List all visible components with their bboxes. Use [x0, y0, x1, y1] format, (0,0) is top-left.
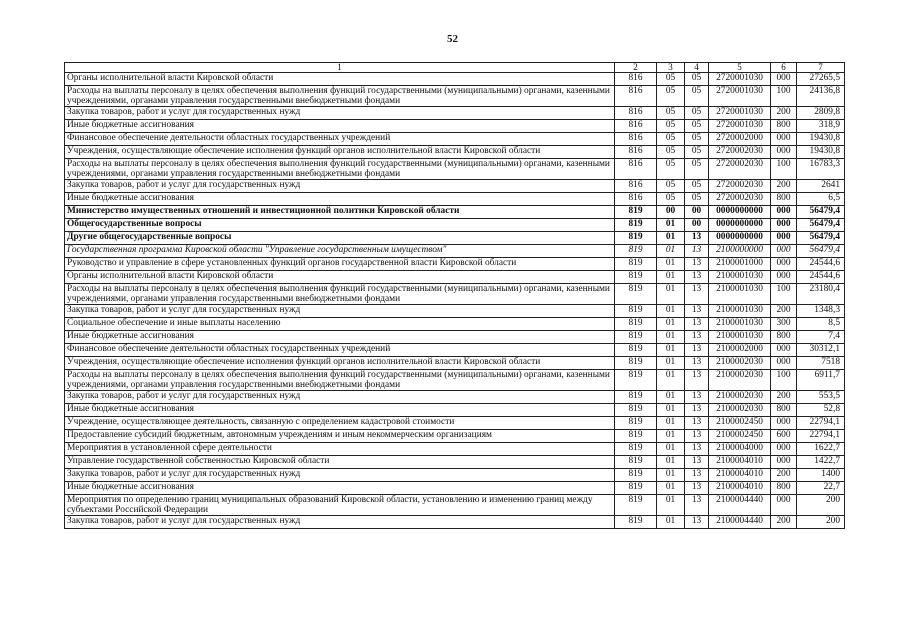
row-csr-cell: 2720001030 [709, 73, 771, 86]
row-vr-cell: 000 [771, 245, 797, 258]
row-name-cell: Управление государственной собственностью Кировской области [65, 456, 615, 469]
table-row [65, 331, 845, 344]
row-amount-cell: 24544,6 [797, 258, 845, 271]
row-gr-cell: 819 [615, 331, 657, 344]
row-vr-cell: 800 [771, 404, 797, 417]
row-pr-cell: 13 [685, 370, 709, 391]
row-name-cell: Руководство и управление в сфере установленных функций органов государственной власти Кировской области [65, 258, 615, 271]
table-row [65, 245, 845, 258]
row-gr-cell: 816 [615, 133, 657, 146]
row-rz-cell: 01 [657, 245, 685, 258]
col-header-7: 7 [797, 63, 845, 73]
row-vr-cell: 100 [771, 370, 797, 391]
row-name-cell: Финансовое обеспечение деятельности областных государственных учреждений [65, 344, 615, 357]
table-row [65, 357, 845, 370]
row-amount-cell: 22794,1 [797, 417, 845, 430]
row-vr-cell: 200 [771, 305, 797, 318]
row-amount-cell: 553,5 [797, 391, 845, 404]
row-amount-cell: 2641 [797, 180, 845, 193]
row-rz-cell: 01 [657, 258, 685, 271]
col-header-3: 3 [657, 63, 685, 73]
row-csr-cell: 2720001030 [709, 86, 771, 107]
row-name-cell: Другие общегосударственные вопросы [65, 232, 615, 245]
row-name-cell: Учреждения, осуществляющие обеспечение исполнения функций органов исполнительной власти Кировской области [65, 146, 615, 159]
row-rz-cell: 05 [657, 107, 685, 120]
row-csr-cell: 2720002000 [709, 133, 771, 146]
row-pr-cell: 05 [685, 159, 709, 180]
row-name-cell: Расходы на выплаты персоналу в целях обеспечения выполнения функций государственными (муниципальными) органами, казенными учреждениями, органами управления государственными внебюджетными фондами [65, 284, 615, 305]
row-csr-cell: 2100002030 [709, 404, 771, 417]
row-pr-cell: 05 [685, 86, 709, 107]
row-rz-cell: 05 [657, 146, 685, 159]
row-gr-cell: 819 [615, 284, 657, 305]
row-amount-cell: 24544,6 [797, 271, 845, 284]
row-vr-cell: 200 [771, 180, 797, 193]
row-vr-cell: 000 [771, 232, 797, 245]
row-gr-cell: 819 [615, 305, 657, 318]
row-pr-cell: 13 [685, 271, 709, 284]
row-gr-cell: 816 [615, 107, 657, 120]
row-name-cell: Закупка товаров, работ и услуг для государственных нужд [65, 305, 615, 318]
row-amount-cell: 6,5 [797, 193, 845, 206]
table-row [65, 404, 845, 417]
col-header-1: 1 [65, 63, 615, 73]
col-header-5: 5 [709, 63, 771, 73]
row-pr-cell: 05 [685, 146, 709, 159]
row-pr-cell: 00 [685, 219, 709, 232]
row-vr-cell: 000 [771, 73, 797, 86]
row-vr-cell: 000 [771, 133, 797, 146]
row-gr-cell: 819 [615, 430, 657, 443]
col-header-2: 2 [615, 63, 657, 73]
table-row [65, 305, 845, 318]
row-rz-cell: 01 [657, 430, 685, 443]
row-name-cell: Иные бюджетные ассигнования [65, 404, 615, 417]
row-name-cell: Органы исполнительной власти Кировской области [65, 73, 615, 86]
row-name-cell: Иные бюджетные ассигнования [65, 482, 615, 495]
row-gr-cell: 819 [615, 495, 657, 516]
row-rz-cell: 05 [657, 73, 685, 86]
row-rz-cell: 00 [657, 206, 685, 219]
row-csr-cell: 0000000000 [709, 219, 771, 232]
table-row [65, 86, 845, 107]
row-amount-cell: 56479,4 [797, 245, 845, 258]
row-rz-cell: 01 [657, 331, 685, 344]
row-pr-cell: 13 [685, 344, 709, 357]
row-gr-cell: 819 [615, 318, 657, 331]
row-gr-cell: 819 [615, 469, 657, 482]
row-rz-cell: 01 [657, 417, 685, 430]
row-rz-cell: 05 [657, 86, 685, 107]
row-rz-cell: 01 [657, 219, 685, 232]
row-csr-cell: 2720002030 [709, 159, 771, 180]
row-name-cell: Учреждения, осуществляющие обеспечение исполнения функций органов исполнительной власти Кировской области [65, 357, 615, 370]
row-csr-cell: 2100002450 [709, 417, 771, 430]
table-row [65, 482, 845, 495]
row-name-cell: Закупка товаров, работ и услуг для государственных нужд [65, 391, 615, 404]
table-row [65, 318, 845, 331]
row-rz-cell: 01 [657, 456, 685, 469]
row-vr-cell: 000 [771, 271, 797, 284]
row-gr-cell: 819 [615, 258, 657, 271]
row-csr-cell: 2100001030 [709, 318, 771, 331]
row-name-cell: Общегосударственные вопросы [65, 219, 615, 232]
row-gr-cell: 816 [615, 159, 657, 180]
row-name-cell: Мероприятия по определению границ муниципальных образований Кировской области, установлению и изменению границ между субъектами Российской Федерации [65, 495, 615, 516]
row-pr-cell: 13 [685, 232, 709, 245]
row-csr-cell: 2100001030 [709, 284, 771, 305]
row-vr-cell: 000 [771, 258, 797, 271]
row-amount-cell: 27265,5 [797, 73, 845, 86]
row-vr-cell: 800 [771, 120, 797, 133]
row-csr-cell: 2100004000 [709, 443, 771, 456]
row-amount-cell: 56479,4 [797, 219, 845, 232]
row-gr-cell: 819 [615, 370, 657, 391]
table-row [65, 430, 845, 443]
row-amount-cell: 7518 [797, 357, 845, 370]
row-pr-cell: 05 [685, 73, 709, 86]
row-pr-cell: 00 [685, 206, 709, 219]
table-row [65, 469, 845, 482]
row-pr-cell: 13 [685, 516, 709, 529]
row-pr-cell: 13 [685, 357, 709, 370]
table-row [65, 206, 845, 219]
row-pr-cell: 13 [685, 318, 709, 331]
table-row [65, 344, 845, 357]
row-vr-cell: 000 [771, 146, 797, 159]
row-pr-cell: 13 [685, 284, 709, 305]
row-gr-cell: 816 [615, 86, 657, 107]
row-amount-cell: 7,4 [797, 331, 845, 344]
row-gr-cell: 819 [615, 456, 657, 469]
col-header-4: 4 [685, 63, 709, 73]
table-row [65, 258, 845, 271]
row-amount-cell: 1622,7 [797, 443, 845, 456]
table-row [65, 284, 845, 305]
row-gr-cell: 816 [615, 73, 657, 86]
row-csr-cell: 2100001030 [709, 271, 771, 284]
row-pr-cell: 05 [685, 180, 709, 193]
table-row [65, 391, 845, 404]
row-gr-cell: 819 [615, 232, 657, 245]
row-name-cell: Государственная программа Кировской области "Управление государственным имуществом" [65, 245, 615, 258]
row-gr-cell: 819 [615, 219, 657, 232]
row-csr-cell: 2100002030 [709, 370, 771, 391]
row-rz-cell: 01 [657, 516, 685, 529]
row-amount-cell: 1422,7 [797, 456, 845, 469]
row-gr-cell: 819 [615, 206, 657, 219]
table-row [65, 193, 845, 206]
row-vr-cell: 000 [771, 206, 797, 219]
row-gr-cell: 816 [615, 193, 657, 206]
row-vr-cell: 000 [771, 219, 797, 232]
row-pr-cell: 13 [685, 245, 709, 258]
row-name-cell: Министерство имущественных отношений и инвестиционной политики Кировской области [65, 206, 615, 219]
row-name-cell: Закупка товаров, работ и услуг для государственных нужд [65, 180, 615, 193]
row-vr-cell: 000 [771, 344, 797, 357]
row-csr-cell: 2100004010 [709, 469, 771, 482]
row-gr-cell: 819 [615, 344, 657, 357]
table-row [65, 456, 845, 469]
row-vr-cell: 200 [771, 391, 797, 404]
row-vr-cell: 000 [771, 417, 797, 430]
row-csr-cell: 2100002030 [709, 391, 771, 404]
row-pr-cell: 13 [685, 430, 709, 443]
row-rz-cell: 01 [657, 344, 685, 357]
row-pr-cell: 13 [685, 417, 709, 430]
row-name-cell: Предоставление субсидий бюджетным, автономным учреждениям и иным некоммерческим организациям [65, 430, 615, 443]
row-vr-cell: 200 [771, 516, 797, 529]
row-rz-cell: 01 [657, 495, 685, 516]
row-gr-cell: 819 [615, 245, 657, 258]
row-name-cell: Закупка товаров, работ и услуг для государственных нужд [65, 107, 615, 120]
table-row [65, 443, 845, 456]
row-vr-cell: 600 [771, 430, 797, 443]
row-pr-cell: 05 [685, 107, 709, 120]
row-gr-cell: 819 [615, 357, 657, 370]
row-rz-cell: 01 [657, 305, 685, 318]
row-csr-cell: 2720002030 [709, 180, 771, 193]
table-row [65, 107, 845, 120]
row-vr-cell: 800 [771, 482, 797, 495]
row-vr-cell: 000 [771, 357, 797, 370]
row-vr-cell: 000 [771, 495, 797, 516]
row-csr-cell: 2100000000 [709, 245, 771, 258]
row-name-cell: Учреждение, осуществляющее деятельность, связанную с определением кадастровой стоимости [65, 417, 615, 430]
row-rz-cell: 01 [657, 370, 685, 391]
row-rz-cell: 01 [657, 443, 685, 456]
row-amount-cell: 1348,3 [797, 305, 845, 318]
row-pr-cell: 13 [685, 482, 709, 495]
row-csr-cell: 0000000000 [709, 232, 771, 245]
row-rz-cell: 01 [657, 391, 685, 404]
table-row [65, 516, 845, 529]
row-pr-cell: 05 [685, 193, 709, 206]
row-csr-cell: 2100004440 [709, 495, 771, 516]
row-pr-cell: 13 [685, 305, 709, 318]
row-name-cell: Финансовое обеспечение деятельности областных государственных учреждений [65, 133, 615, 146]
table-row [65, 232, 845, 245]
row-csr-cell: 2720001030 [709, 120, 771, 133]
row-pr-cell: 13 [685, 258, 709, 271]
row-gr-cell: 819 [615, 443, 657, 456]
table-row [65, 271, 845, 284]
row-rz-cell: 01 [657, 482, 685, 495]
row-amount-cell: 6911,7 [797, 370, 845, 391]
table-row [65, 495, 845, 516]
row-vr-cell: 000 [771, 456, 797, 469]
table-row [65, 146, 845, 159]
row-rz-cell: 01 [657, 357, 685, 370]
row-vr-cell: 800 [771, 331, 797, 344]
row-amount-cell: 22,7 [797, 482, 845, 495]
table-row [65, 180, 845, 193]
row-rz-cell: 01 [657, 469, 685, 482]
row-gr-cell: 819 [615, 404, 657, 417]
row-rz-cell: 05 [657, 180, 685, 193]
row-name-cell: Расходы на выплаты персоналу в целях обеспечения выполнения функций государственными (муниципальными) органами, казенными учреждениями, органами управления государственными внебюджетными фондами [65, 370, 615, 391]
row-csr-cell: 2100001030 [709, 305, 771, 318]
row-name-cell: Иные бюджетные ассигнования [65, 120, 615, 133]
row-vr-cell: 100 [771, 86, 797, 107]
row-amount-cell: 8,5 [797, 318, 845, 331]
row-rz-cell: 05 [657, 133, 685, 146]
row-vr-cell: 100 [771, 159, 797, 180]
row-name-cell: Закупка товаров, работ и услуг для государственных нужд [65, 516, 615, 529]
row-csr-cell: 2100001000 [709, 258, 771, 271]
row-csr-cell: 2720002030 [709, 146, 771, 159]
row-name-cell: Мероприятия в установленной сфере деятельности [65, 443, 615, 456]
row-pr-cell: 13 [685, 469, 709, 482]
table-body [65, 73, 845, 529]
row-rz-cell: 05 [657, 193, 685, 206]
row-gr-cell: 819 [615, 271, 657, 284]
row-csr-cell: 2100004440 [709, 516, 771, 529]
row-csr-cell: 2100004010 [709, 482, 771, 495]
row-pr-cell: 05 [685, 120, 709, 133]
row-pr-cell: 05 [685, 133, 709, 146]
row-name-cell: Расходы на выплаты персоналу в целях обеспечения выполнения функций государственными (муниципальными) органами, казенными учреждениями, органами управления государственными внебюджетными фондами [65, 159, 615, 180]
row-gr-cell: 819 [615, 482, 657, 495]
row-vr-cell: 100 [771, 284, 797, 305]
row-rz-cell: 05 [657, 159, 685, 180]
table-row [65, 370, 845, 391]
table-row [65, 133, 845, 146]
row-amount-cell: 56479,4 [797, 206, 845, 219]
page-number: 52 [447, 33, 458, 45]
row-vr-cell: 000 [771, 443, 797, 456]
row-rz-cell: 01 [657, 271, 685, 284]
row-name-cell: Закупка товаров, работ и услуг для государственных нужд [65, 469, 615, 482]
row-amount-cell: 200 [797, 495, 845, 516]
row-rz-cell: 01 [657, 318, 685, 331]
row-vr-cell: 200 [771, 107, 797, 120]
header-row [65, 63, 845, 73]
row-vr-cell: 300 [771, 318, 797, 331]
row-vr-cell: 200 [771, 469, 797, 482]
row-rz-cell: 05 [657, 120, 685, 133]
row-amount-cell: 200 [797, 516, 845, 529]
row-csr-cell: 2100002450 [709, 430, 771, 443]
row-gr-cell: 819 [615, 516, 657, 529]
table-row [65, 159, 845, 180]
row-amount-cell: 52,8 [797, 404, 845, 417]
table-row [65, 120, 845, 133]
row-amount-cell: 19430,8 [797, 133, 845, 146]
row-name-cell: Социальное обеспечение и иные выплаты населению [65, 318, 615, 331]
row-amount-cell: 30312,1 [797, 344, 845, 357]
row-pr-cell: 13 [685, 331, 709, 344]
row-rz-cell: 01 [657, 404, 685, 417]
row-csr-cell: 2720001030 [709, 107, 771, 120]
col-header-6: 6 [771, 63, 797, 73]
row-amount-cell: 318,9 [797, 120, 845, 133]
row-amount-cell: 16783,3 [797, 159, 845, 180]
row-gr-cell: 819 [615, 391, 657, 404]
row-gr-cell: 816 [615, 180, 657, 193]
row-pr-cell: 13 [685, 404, 709, 417]
table-row [65, 219, 845, 232]
budget-table [64, 62, 845, 529]
row-gr-cell: 819 [615, 417, 657, 430]
row-csr-cell: 2100004010 [709, 456, 771, 469]
row-rz-cell: 01 [657, 232, 685, 245]
row-csr-cell: 2100001030 [709, 331, 771, 344]
row-rz-cell: 01 [657, 284, 685, 305]
row-pr-cell: 13 [685, 391, 709, 404]
table-row [65, 73, 845, 86]
row-csr-cell: 2100002030 [709, 357, 771, 370]
row-amount-cell: 23180,4 [797, 284, 845, 305]
row-name-cell: Расходы на выплаты персоналу в целях обеспечения выполнения функций государственными (муниципальными) органами, казенными учреждениями, органами управления государственными внебюджетными фондами [65, 86, 615, 107]
row-name-cell: Иные бюджетные ассигнования [65, 331, 615, 344]
row-csr-cell: 2100002000 [709, 344, 771, 357]
row-name-cell: Органы исполнительной власти Кировской области [65, 271, 615, 284]
row-amount-cell: 22794,1 [797, 430, 845, 443]
table-row [65, 417, 845, 430]
row-amount-cell: 19430,8 [797, 146, 845, 159]
row-vr-cell: 800 [771, 193, 797, 206]
row-amount-cell: 1400 [797, 469, 845, 482]
row-amount-cell: 24136,8 [797, 86, 845, 107]
row-pr-cell: 13 [685, 443, 709, 456]
row-csr-cell: 2720002030 [709, 193, 771, 206]
row-pr-cell: 13 [685, 456, 709, 469]
row-gr-cell: 816 [615, 120, 657, 133]
row-name-cell: Иные бюджетные ассигнования [65, 193, 615, 206]
row-amount-cell: 56479,4 [797, 232, 845, 245]
row-amount-cell: 2809,8 [797, 107, 845, 120]
row-csr-cell: 0000000000 [709, 206, 771, 219]
row-pr-cell: 13 [685, 495, 709, 516]
row-gr-cell: 816 [615, 146, 657, 159]
